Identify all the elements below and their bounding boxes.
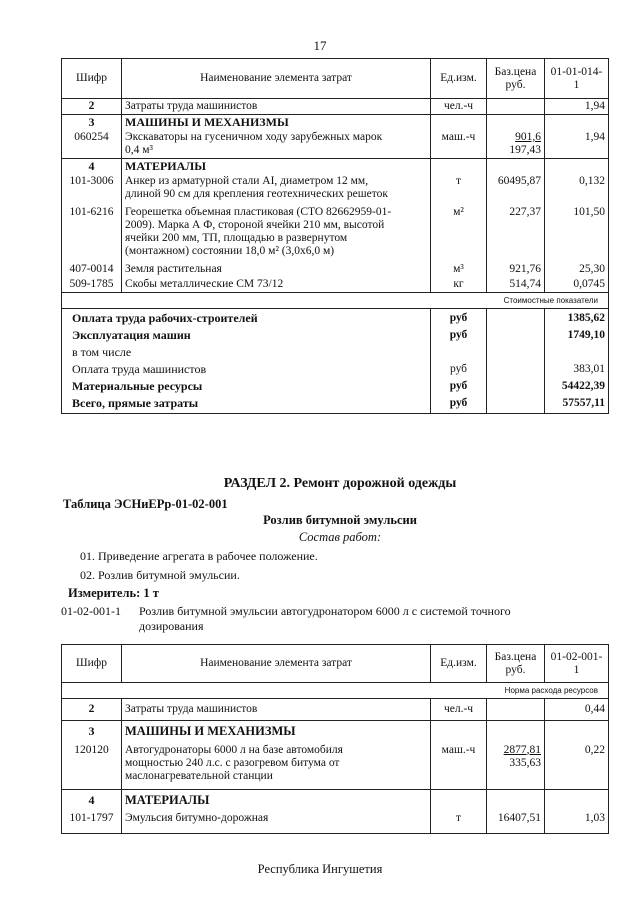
footer: Республика Ингушетия: [257, 862, 383, 876]
header-code: Шифр: [62, 645, 122, 683]
row-unit: кг: [431, 277, 487, 293]
row-code: 060254: [62, 130, 122, 159]
total-unit: руб: [431, 326, 487, 343]
row-value: 0,0745: [545, 277, 609, 293]
row-name: Георешетка объемная пластиковая (СТО 82662959-01- 2009). Марка А Ф, стороной ячейки 210 мм, высотой ячейки 200 мм, ТП, площадью в развернутом (монтажном) состоянии 18,0 м² (3,0х6,0 м): [122, 202, 431, 259]
meter: Измеритель: 1 т: [68, 586, 159, 600]
row-value: 1,94: [545, 99, 609, 115]
header-price: Баз.цена руб.: [487, 645, 545, 683]
header-name: Наименование элемента затрат: [122, 645, 431, 683]
row-price: 901,6 197,43: [487, 130, 545, 159]
row-unit: чел.-ч: [431, 699, 487, 721]
section-title: МАШИНЫ И МЕХАНИЗМЫ: [122, 115, 431, 131]
row-price: 227,37: [487, 202, 545, 259]
row-name: Автогудронаторы 6000 л на базе автомобиля мощностью 240 л.с. с разогревом битума от маслонагревательной станции: [122, 743, 431, 790]
row-code: 101-3006: [62, 174, 122, 202]
row-name: Анкер из арматурной стали AI, диаметром 12 мм, длиной 90 см для крепления геотехнических решеток: [122, 174, 431, 202]
entry-code: 01-02-001-1: [61, 604, 121, 618]
row-value: 0,132: [545, 174, 609, 202]
header-unit: Ед.изм.: [431, 59, 487, 99]
header-norm: 01-01-014-1: [545, 59, 609, 99]
norm-caption: Норма расхода ресурсов: [62, 683, 609, 699]
table-title: Розлив битумной эмульсии: [263, 513, 417, 527]
total-unit: руб: [431, 394, 487, 414]
cost-table-1: [61, 58, 609, 414]
row-code: 407-0014: [62, 259, 122, 277]
total-unit: руб: [431, 360, 487, 377]
section-title: МАШИНЫ И МЕХАНИЗМЫ: [122, 721, 431, 743]
row-code: 509-1785: [62, 277, 122, 293]
total-name: Материальные ресурсы: [62, 377, 431, 394]
row-value: 101,50: [545, 202, 609, 259]
row-unit: маш.-ч: [431, 743, 487, 790]
header-unit: Ед.изм.: [431, 645, 487, 683]
page-number: 17: [313, 38, 327, 53]
row-unit: т: [431, 174, 487, 202]
row-code: 101-1797: [62, 811, 122, 833]
work-item: 02. Розлив битумной эмульсии.: [80, 568, 240, 582]
header-price: Баз.цена руб.: [487, 59, 545, 99]
row-name: Затраты труда машинистов: [122, 99, 431, 115]
section-code: 4: [62, 159, 122, 175]
row-unit: чел.-ч: [431, 99, 487, 115]
header-code: Шифр: [62, 59, 122, 99]
section-heading: РАЗДЕЛ 2. Ремонт дорожной одежды: [223, 476, 457, 491]
row-value: 1,03: [545, 811, 609, 833]
total-value: 1385,62: [545, 309, 609, 327]
section-title: МАТЕРИАЛЫ: [122, 159, 431, 175]
total-value: 383,01: [545, 360, 609, 377]
total-unit: руб: [431, 377, 487, 394]
section-code: 4: [62, 789, 122, 811]
row-name: Земля растительная: [122, 259, 431, 277]
row-price: 921,76: [487, 259, 545, 277]
row-code: 120120: [62, 743, 122, 790]
row-value: 1,94: [545, 130, 609, 159]
header-name: Наименование элемента затрат: [122, 59, 431, 99]
row-unit: м³: [431, 259, 487, 277]
row-price: 16407,51: [487, 811, 545, 833]
total-name: Оплата труда рабочих-строителей: [62, 309, 431, 327]
row-name: Экскаваторы на гусеничном ходу зарубежных марок 0,4 м³: [122, 130, 431, 159]
work-item: 01. Приведение агрегата в рабочее положение.: [80, 549, 318, 563]
row-code: 2: [62, 99, 122, 115]
row-unit: маш.-ч: [431, 130, 487, 159]
row-code: 101-6216: [62, 202, 122, 259]
total-name: в том числе: [62, 343, 431, 360]
row-name: Затраты труда машинистов: [122, 699, 431, 721]
section-code: 3: [62, 115, 122, 131]
total-unit: руб: [431, 309, 487, 327]
row-name: Скобы металлические СМ 73/12: [122, 277, 431, 293]
row-price: 2877,81 335,63: [487, 743, 545, 790]
entry-description: Розлив битумной эмульсии автогудронатором 6000 л с системой точного дозирования: [139, 604, 511, 633]
row-price: 514,74: [487, 277, 545, 293]
row-unit: т: [431, 811, 487, 833]
total-name: Всего, прямые затраты: [62, 394, 431, 414]
cost-table-2: [61, 644, 609, 834]
total-value: 54422,39: [545, 377, 609, 394]
section-title: МАТЕРИАЛЫ: [122, 789, 431, 811]
row-code: 2: [62, 699, 122, 721]
section-code: 3: [62, 721, 122, 743]
table-id: Таблица ЭСНиЕРр-01-02-001: [63, 497, 228, 511]
row-unit: м²: [431, 202, 487, 259]
work-title: Состав работ:: [298, 530, 382, 544]
total-name: Оплата труда машинистов: [62, 360, 431, 377]
row-price: 60495,87: [487, 174, 545, 202]
cost-indicators-caption: Стоимостные показатели: [62, 293, 609, 309]
row-value: 0,44: [545, 699, 609, 721]
total-value: 57557,11: [545, 394, 609, 414]
row-value: 25,30: [545, 259, 609, 277]
row-value: 0,22: [545, 743, 609, 790]
total-name: Эксплуатация машин: [62, 326, 431, 343]
total-value: 1749,10: [545, 326, 609, 343]
header-norm: 01-02-001-1: [545, 645, 609, 683]
row-name: Эмульсия битумно-дорожная: [122, 811, 431, 833]
